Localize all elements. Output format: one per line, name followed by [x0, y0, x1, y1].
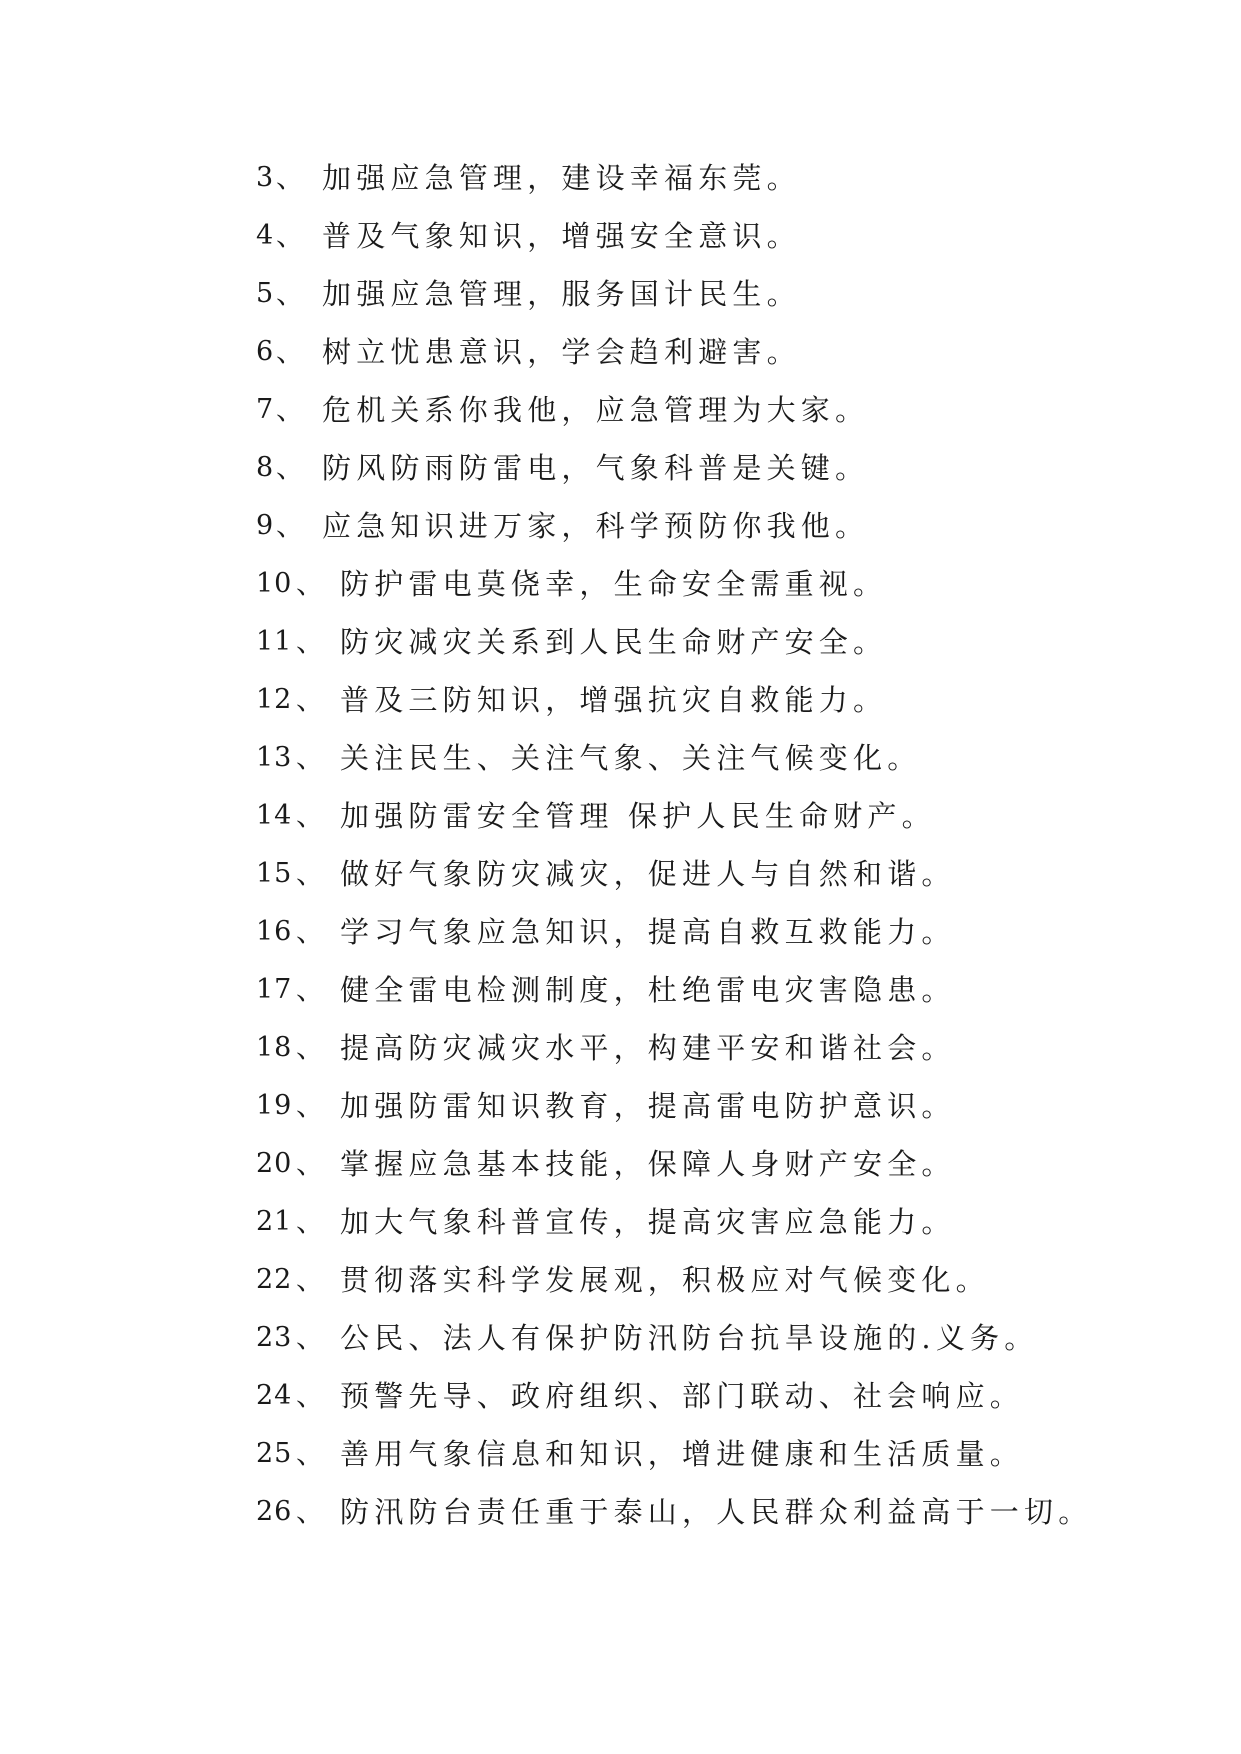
item-number: 17	[256, 974, 293, 1005]
item-number: 10	[256, 568, 293, 599]
item-number: 16	[256, 916, 293, 947]
list-item	[0, 912, 1241, 970]
list-item	[0, 680, 1241, 738]
list-item	[0, 506, 1241, 564]
list-item	[0, 1202, 1241, 1260]
item-number: 19	[256, 1090, 293, 1121]
item-separator: 、	[276, 393, 305, 426]
item-text: 公民、法人有保护防汛防台抗旱设施的.义务。	[340, 1321, 1039, 1355]
item-number: 26	[256, 1496, 293, 1527]
item-text: 应急知识进万家，科学预防你我他。	[322, 509, 870, 543]
item-text: 健全雷电检测制度，杜绝雷电灾害隐患。	[340, 973, 956, 1007]
item-separator: 、	[296, 683, 325, 716]
list-item	[0, 1492, 1241, 1550]
item-number: 3	[256, 162, 275, 193]
slogan-list	[0, 158, 1241, 1550]
item-text: 普及气象知识，增强安全意识。	[322, 219, 801, 253]
item-text: 加强防雷安全管理 保护人民生命财产。	[340, 799, 936, 833]
item-separator: 、	[276, 277, 305, 310]
item-separator: 、	[296, 567, 325, 600]
item-separator: 、	[276, 219, 305, 252]
item-text: 掌握应急基本技能，保障人身财产安全。	[340, 1147, 956, 1181]
item-number: 12	[256, 684, 293, 715]
item-number: 11	[256, 626, 293, 657]
item-separator: 、	[296, 1147, 325, 1180]
item-separator: 、	[296, 1379, 325, 1412]
list-item	[0, 448, 1241, 506]
list-item	[0, 1434, 1241, 1492]
item-text: 贯彻落实科学发展观，积极应对气候变化。	[340, 1263, 990, 1297]
item-number: 25	[256, 1438, 293, 1469]
item-text: 加强应急管理，建设幸福东莞。	[322, 161, 801, 195]
list-item	[0, 738, 1241, 796]
item-number: 22	[256, 1264, 293, 1295]
list-item	[0, 1028, 1241, 1086]
item-number: 4	[256, 220, 275, 251]
item-text: 关注民生、关注气象、关注气候变化。	[340, 741, 922, 775]
item-number: 8	[256, 452, 275, 483]
list-item	[0, 1260, 1241, 1318]
item-separator: 、	[296, 799, 325, 832]
list-item	[0, 970, 1241, 1028]
item-text: 普及三防知识，增强抗灾自救能力。	[340, 683, 888, 717]
item-number: 14	[256, 800, 293, 831]
list-item	[0, 1086, 1241, 1144]
item-separator: 、	[296, 915, 325, 948]
item-text: 防灾减灾关系到人民生命财产安全。	[340, 625, 888, 659]
item-number: 15	[256, 858, 293, 889]
item-text: 善用气象信息和知识，增进健康和生活质量。	[340, 1437, 1025, 1471]
item-text: 学习气象应急知识，提高自救互救能力。	[340, 915, 956, 949]
item-text: 危机关系你我他，应急管理为大家。	[322, 393, 870, 427]
item-number: 9	[256, 510, 275, 541]
item-separator: 、	[296, 625, 325, 658]
item-number: 13	[256, 742, 293, 773]
item-separator: 、	[276, 451, 305, 484]
list-item	[0, 332, 1241, 390]
list-item	[0, 854, 1241, 912]
item-separator: 、	[296, 1089, 325, 1122]
item-number: 21	[256, 1206, 293, 1237]
list-item	[0, 390, 1241, 448]
item-text: 加强防雷知识教育，提高雷电防护意识。	[340, 1089, 956, 1123]
item-text: 预警先导、政府组织、部门联动、社会响应。	[340, 1379, 1025, 1413]
list-item	[0, 564, 1241, 622]
item-separator: 、	[296, 1031, 325, 1064]
item-text: 提高防灾减灾水平，构建平安和谐社会。	[340, 1031, 956, 1065]
list-item	[0, 216, 1241, 274]
item-separator: 、	[296, 1495, 325, 1528]
item-text: 加大气象科普宣传，提高灾害应急能力。	[340, 1205, 956, 1239]
list-item	[0, 1318, 1241, 1376]
item-separator: 、	[296, 857, 325, 890]
item-number: 20	[256, 1148, 293, 1179]
item-text: 防护雷电莫侥幸，生命安全需重视。	[340, 567, 888, 601]
item-number: 24	[256, 1380, 293, 1411]
item-text: 防汛防台责任重于泰山，人民群众利益高于一切。	[340, 1495, 1093, 1529]
list-item	[0, 274, 1241, 332]
item-separator: 、	[296, 1437, 325, 1470]
list-item	[0, 622, 1241, 680]
item-separator: 、	[276, 509, 305, 542]
item-separator: 、	[296, 1205, 325, 1238]
item-number: 7	[256, 394, 275, 425]
list-item	[0, 158, 1241, 216]
item-separator: 、	[296, 741, 325, 774]
item-separator: 、	[276, 335, 305, 368]
item-text: 防风防雨防雷电，气象科普是关键。	[322, 451, 870, 485]
item-separator: 、	[296, 1263, 325, 1296]
item-number: 6	[256, 336, 275, 367]
item-separator: 、	[296, 973, 325, 1006]
item-separator: 、	[296, 1321, 325, 1354]
item-number: 5	[256, 278, 275, 309]
list-item	[0, 1144, 1241, 1202]
item-text: 做好气象防灾减灾，促进人与自然和谐。	[340, 857, 956, 891]
item-number: 18	[256, 1032, 293, 1063]
item-number: 23	[256, 1322, 293, 1353]
item-separator: 、	[276, 161, 305, 194]
item-text: 树立忧患意识，学会趋利避害。	[322, 335, 801, 369]
list-item	[0, 1376, 1241, 1434]
list-item	[0, 796, 1241, 854]
item-text: 加强应急管理，服务国计民生。	[322, 277, 801, 311]
